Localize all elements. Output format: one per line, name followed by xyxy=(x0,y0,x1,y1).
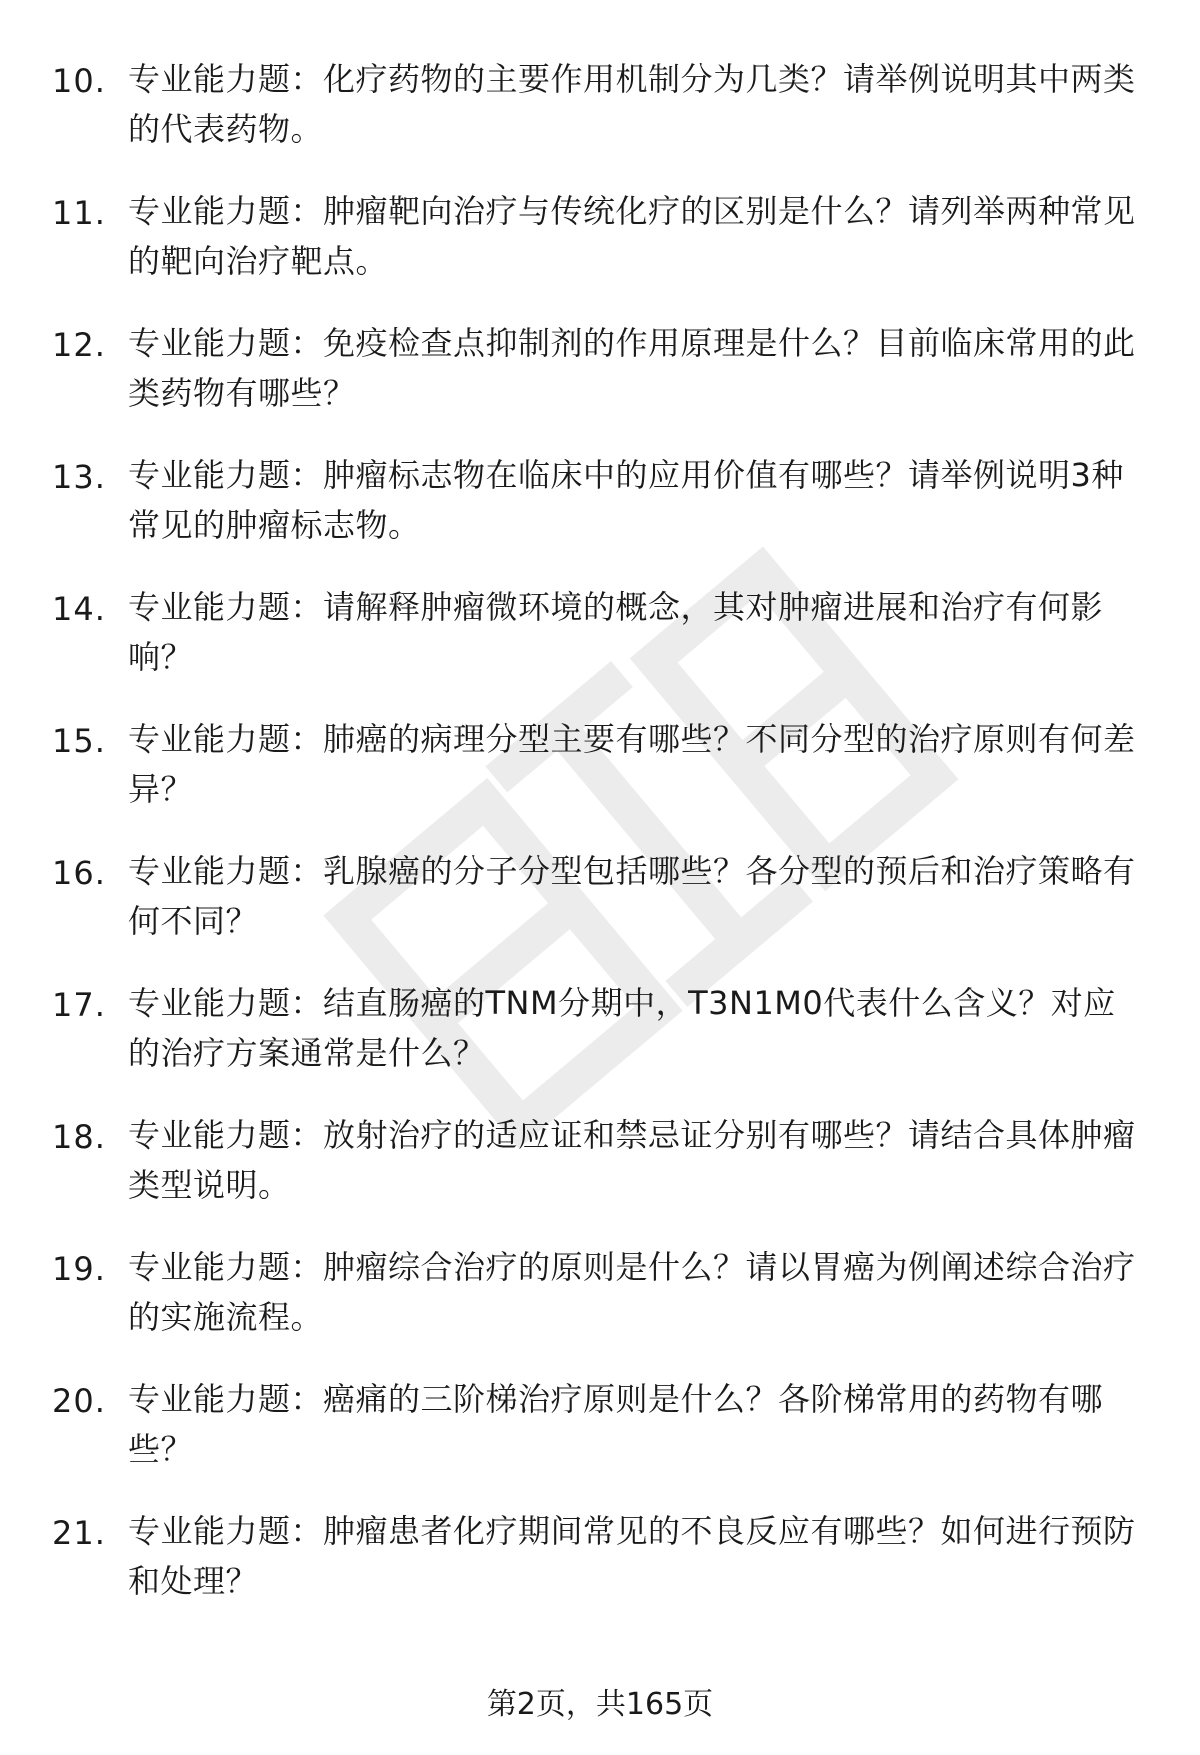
question-number: 13. xyxy=(52,458,106,496)
question-number: 21. xyxy=(52,1514,106,1552)
question-text: 专业能力题：肺癌的病理分型主要有哪些？不同分型的治疗原则有何差异？ xyxy=(128,720,1136,808)
question-number: 11. xyxy=(52,194,106,232)
question-number: 10. xyxy=(52,62,106,100)
question-item xyxy=(0,318,1200,450)
question-text: 专业能力题：请解释肿瘤微环境的概念，其对肿瘤进展和治疗有何影响？ xyxy=(128,588,1104,676)
question-text: 专业能力题：肿瘤患者化疗期间常见的不良反应有哪些？如何进行预防和处理？ xyxy=(128,1512,1136,1600)
question-number: 15. xyxy=(52,722,106,760)
question-text: 专业能力题：肿瘤综合治疗的原则是什么？请以胃癌为例阐述综合治疗的实施流程。 xyxy=(128,1248,1136,1336)
question-text: 专业能力题：放射治疗的适应证和禁忌证分别有哪些？请结合具体肿瘤类型说明。 xyxy=(128,1116,1136,1204)
question-item xyxy=(0,1506,1200,1638)
question-number: 19. xyxy=(52,1250,106,1288)
question-item xyxy=(0,1374,1200,1506)
question-item xyxy=(0,714,1200,846)
page-number-footer: 第2页，共165页 xyxy=(486,1687,714,1722)
question-list xyxy=(0,54,1200,1638)
question-number: 18. xyxy=(52,1118,106,1156)
question-number: 20. xyxy=(52,1382,106,1420)
question-item xyxy=(0,54,1200,186)
question-text: 专业能力题：化疗药物的主要作用机制分为几类？请举例说明其中两类的代表药物。 xyxy=(128,60,1136,148)
question-number: 17. xyxy=(52,986,106,1024)
question-text: 专业能力题：肿瘤标志物在临床中的应用价值有哪些？请举例说明3种常见的肿瘤标志物。 xyxy=(128,456,1124,544)
question-number: 16. xyxy=(52,854,106,892)
question-item xyxy=(0,978,1200,1110)
question-text: 专业能力题：免疫检查点抑制剂的作用原理是什么？目前临床常用的此类药物有哪些？ xyxy=(128,324,1136,412)
question-text: 专业能力题：结直肠癌的TNM分期中，T3N1M0代表什么含义？对应的治疗方案通常是什么？ xyxy=(128,984,1116,1072)
question-item xyxy=(0,186,1200,318)
question-number: 12. xyxy=(52,326,106,364)
question-number: 14. xyxy=(52,590,106,628)
question-text: 专业能力题：肿瘤靶向治疗与传统化疗的区别是什么？请列举两种常见的靶向治疗靶点。 xyxy=(128,192,1136,280)
question-item xyxy=(0,450,1200,582)
question-item xyxy=(0,846,1200,978)
question-item xyxy=(0,1242,1200,1374)
question-item xyxy=(0,1110,1200,1242)
question-text: 专业能力题：癌痛的三阶梯治疗原则是什么？各阶梯常用的药物有哪些？ xyxy=(128,1380,1104,1468)
question-item xyxy=(0,582,1200,714)
question-text: 专业能力题：乳腺癌的分子分型包括哪些？各分型的预后和治疗策略有何不同？ xyxy=(128,852,1136,940)
